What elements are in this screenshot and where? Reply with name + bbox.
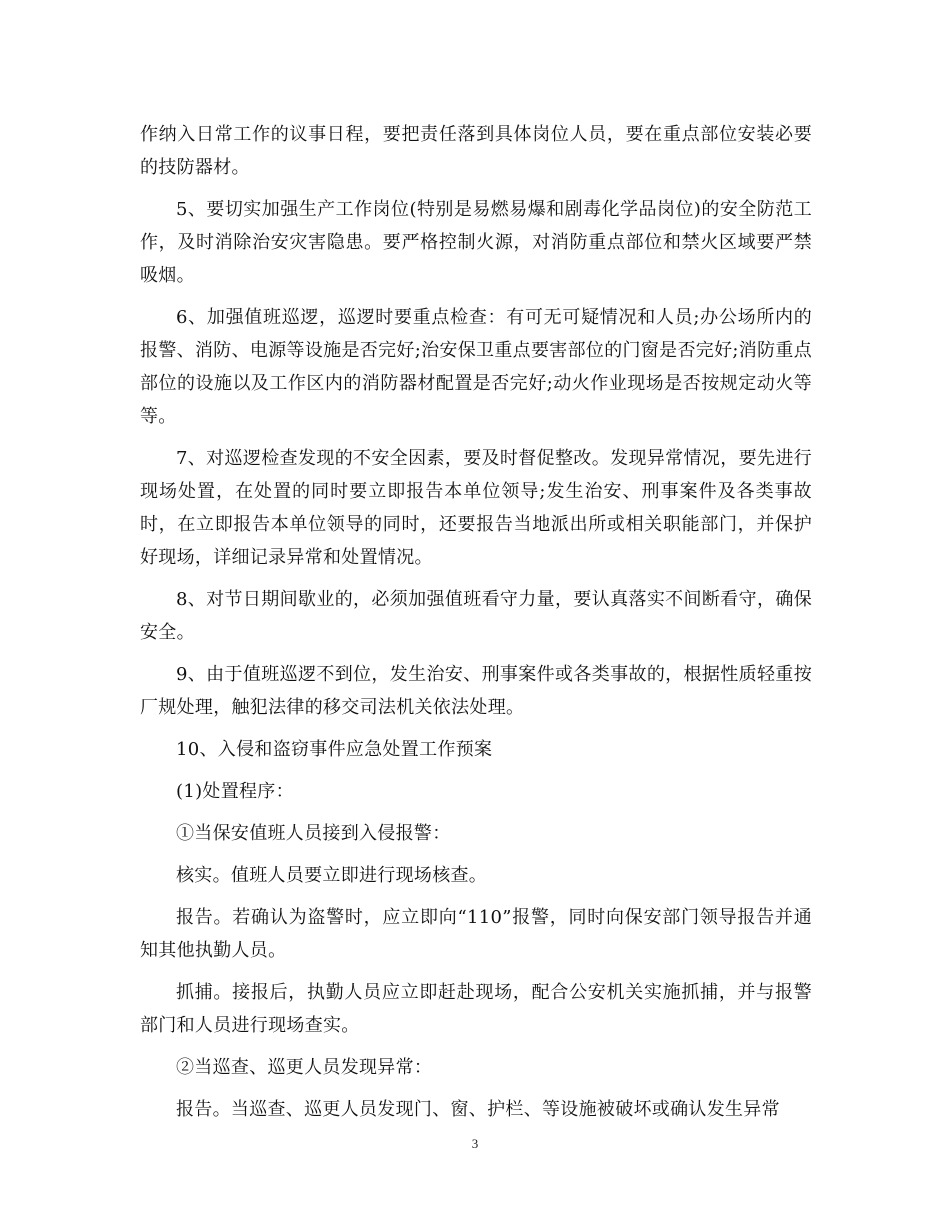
paragraph: 抓捕。接报后，执勤人员应立即赶赴现场，配合公安机关实施抓捕，并与报警部门和人员进行现场查实。	[140, 982, 812, 1036]
paragraph: 作纳入日常工作的议事日程，要把责任落到具体岗位人员，要在重点部位安装必要的技防器材。	[140, 124, 812, 178]
paragraph: 报告。当巡查、巡更人员发现门、窗、护栏、等设施被破坏或确认发生异常	[176, 1099, 780, 1120]
paragraph: ②当巡查、巡更人员发现异常：	[176, 1057, 433, 1078]
paragraph: 8、对节日期间歇业的，必须加强值班看守力量，要认真落实不间断看守，确保安全。	[140, 589, 812, 643]
paragraph: 9、由于值班巡逻不到位，发生治安、刑事案件或各类事故的，根据性质轻重按厂规处理，触犯法律的移交司法机关依法处理。	[140, 664, 812, 718]
paragraph: (1)处置程序：	[176, 781, 294, 802]
paragraph: 6、加强值班巡逻，巡逻时要重点检查：有可无可疑情况和人员;办公场所内的报警、消防、电源等设施是否完好;治安保卫重点要害部位的门窗是否完好;消防重点部位的设施以及工作区内的消防器材配置是否完好;动火作业现场是否按规定动火等等。	[140, 307, 812, 427]
page-number: 3	[471, 1136, 479, 1151]
document-body	[140, 118, 812, 1135]
paragraph: ①当保安值班人员接到入侵报警：	[176, 823, 451, 844]
paragraph: 报告。若确认为盗警时，应立即向“110”报警，同时向保安部门领导报告并通知其他执勤人员。	[140, 907, 812, 961]
paragraph: 7、对巡逻检查发现的不安全因素，要及时督促整改。发现异常情况，要先进行现场处置，在处置的同时要立即报告本单位领导;发生治安、刑事案件及各类事故时，在立即报告本单位领导的同时，还要报告当地派出所或相关职能部门，并保护好现场，详细记录异常和处置情况。	[140, 448, 812, 568]
paragraph: 10、入侵和盗窃事件应急处置工作预案	[176, 739, 493, 760]
paragraph: 5、要切实加强生产工作岗位(特别是易燃易爆和剧毒化学品岗位)的安全防范工作，及时消除治安灾害隐患。要严格控制火源，对消防重点部位和禁火区域要严禁吸烟。	[140, 199, 812, 286]
paragraph: 核实。值班人员要立即进行现场核查。	[176, 865, 488, 886]
